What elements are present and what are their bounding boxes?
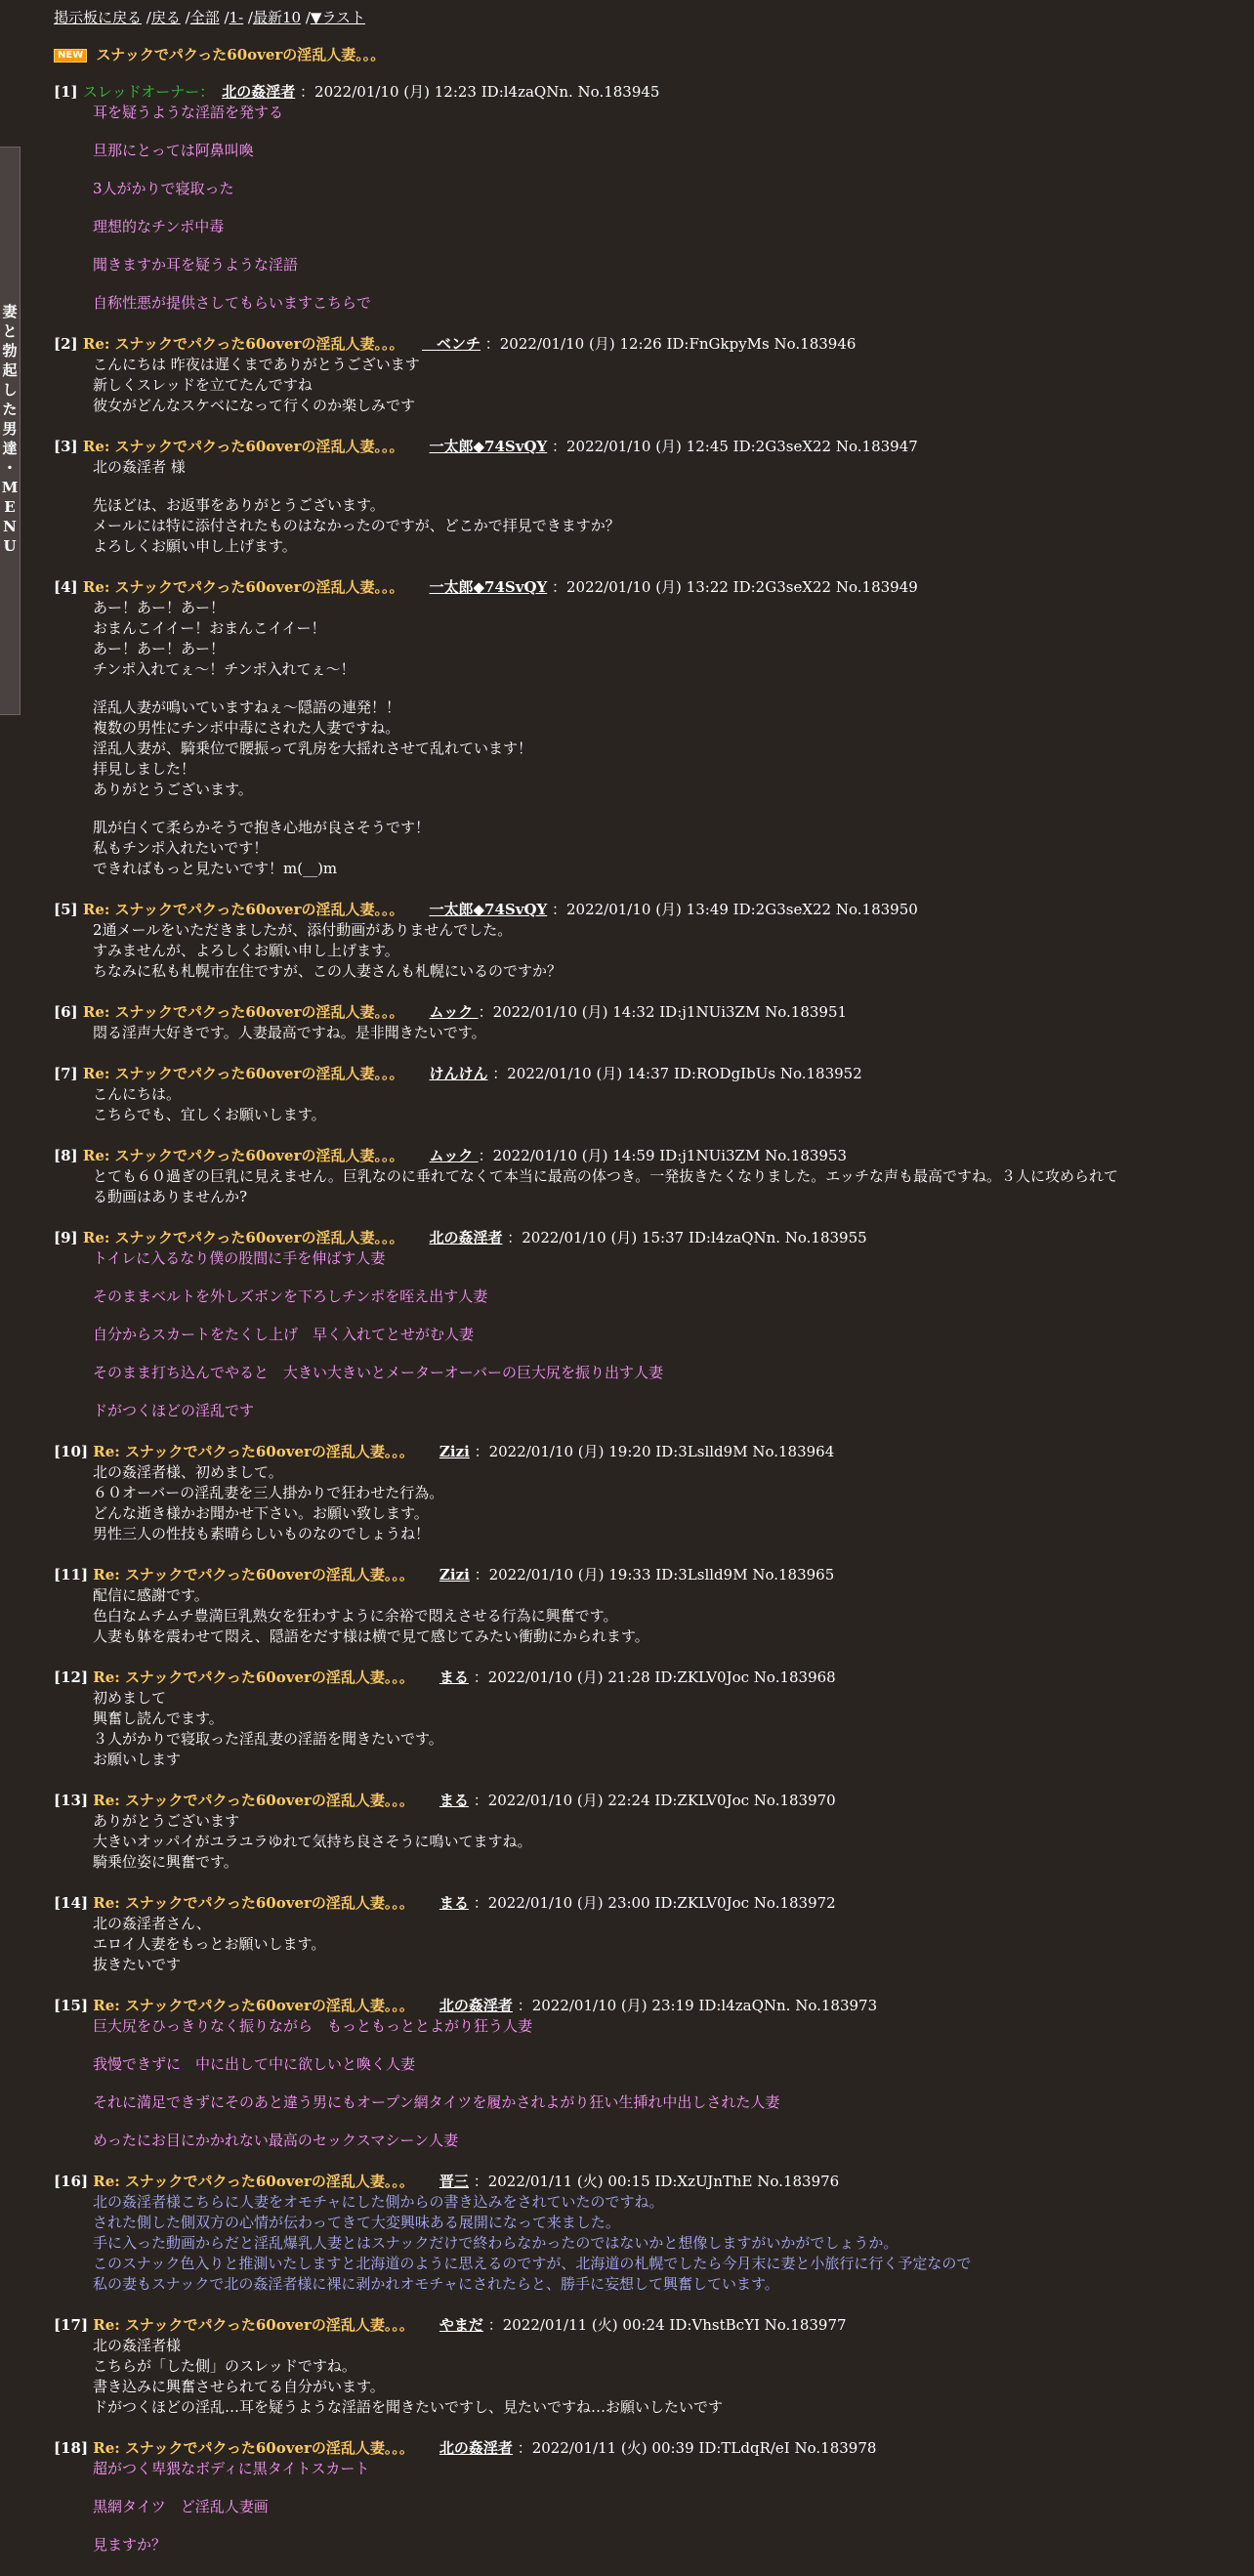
post-number: [16] — [54, 2173, 94, 2190]
post — [54, 1791, 1226, 1873]
post-number: [1] — [54, 83, 83, 101]
nav-separator: / — [301, 9, 311, 26]
post-line — [93, 123, 1226, 141]
post-author[interactable]: Zizi — [439, 1443, 470, 1460]
post-header — [54, 334, 1226, 355]
post-subject: Re: スナックでパクった60overの淫乱人妻。。。 — [93, 1668, 414, 1686]
post-meta: ：2022/01/10 (月) 23:00 ID:ZKLV0Joc No.183972 — [468, 1894, 836, 1912]
post-line: 人妻も躰を震わせて悶え、隠語をだす様は横で見て感じてみたい衝動にかられます。 — [93, 1627, 649, 1645]
post-subject: Re: スナックでパクった60overの淫乱人妻。。。 — [82, 1229, 404, 1246]
post-line: ちなみに私も札幌市在住ですが、この人妻さんも札幌にいるのですか？ — [93, 962, 563, 980]
post-meta: ：2022/01/10 (月) 13:49 ID:2G3seX22 No.183950 — [547, 901, 918, 918]
post-header — [54, 2315, 1226, 2336]
post-line: それに満足できずにそのあと違う男にもオープン網タイツを履かされよがり狂い生挿れ中出しされた人妻 — [93, 2093, 780, 2111]
post-number: [14] — [54, 1894, 94, 1912]
post-line: 3人がかりで寝取った — [93, 180, 234, 197]
post-line: 我慢できずに 中に出して中に欲しいと喚く人妻 — [93, 2055, 416, 2073]
post-meta: ：2022/01/11 (火) 00:15 ID:XzUJnThE No.183976 — [468, 2173, 840, 2190]
post-line: 拝見しました！ — [93, 760, 196, 778]
nav-separator: / — [180, 9, 190, 26]
post-number: [7] — [54, 1065, 83, 1082]
post-body — [93, 1914, 1226, 1975]
post-line: 複数の男性にチンポ中毒にされた人妻ですね。 — [93, 719, 400, 737]
post-subject: Re: スナックでパクった60overの淫乱人妻。。。 — [93, 2316, 414, 2334]
post-meta: ：2022/01/11 (火) 00:24 ID:VhstBcYI No.183977 — [482, 2316, 847, 2334]
post-meta: ：2022/01/10 (月) 12:45 ID:2G3seX22 No.183947 — [547, 438, 918, 455]
post-author[interactable]: まる — [439, 1792, 469, 1809]
post-body — [93, 457, 1226, 557]
post-meta: ：2022/01/10 (月) 23:19 ID:l4zaQNn. No.183973 — [512, 1997, 878, 2014]
post-line: 北の姦淫者様 — [93, 2337, 182, 2354]
post-line — [93, 1383, 1226, 1401]
nav-separator: / — [219, 9, 230, 26]
post-meta: ：2022/01/10 (月) 14:59 ID:j1NUi3ZM No.183953 — [478, 1147, 848, 1164]
nav-link-3[interactable]: 全部 — [189, 9, 220, 26]
post-subject: Re: スナックでパクった60overの淫乱人妻。。。 — [93, 1894, 414, 1912]
post-author[interactable]: 一太郎◆74SvQY — [429, 901, 548, 918]
post-subject: Re: スナックでパクった60overの淫乱人妻。。。 — [93, 1792, 414, 1809]
post-line: 旦那にとっては阿鼻叫喚 — [93, 142, 254, 159]
post-line: トイレに入るなり僕の股間に手を伸ばす人妻 — [93, 1249, 386, 1267]
post-line: 色白なムチムチ豊満巨乳熟女を狂わすように余裕で悶えさせる行為に興奮です。 — [93, 1607, 618, 1625]
post — [54, 437, 1226, 557]
post — [54, 1893, 1226, 1975]
post-body — [93, 2336, 1226, 2418]
post-line: メールには特に添付されたものはなかったのですが、どこかで拝見できますか？ — [93, 517, 620, 534]
post-line: 淫乱人妻が、騎乗位で腰振って乳房を大揺れさせて乱れています！ — [93, 739, 533, 757]
post-author[interactable]: けんけん — [429, 1065, 488, 1082]
post-line — [93, 1307, 1226, 1325]
post-header — [54, 82, 1226, 103]
post-line — [93, 237, 1226, 255]
nav-link-2[interactable]: 戻る — [150, 9, 181, 26]
post-meta: ：2022/01/10 (月) 21:28 ID:ZKLV0Joc No.183968 — [468, 1668, 836, 1686]
post-header — [54, 1002, 1226, 1023]
nav-separator: / — [142, 9, 151, 26]
post-line: 先ほどは、お返事をありがとうございます。 — [93, 496, 385, 514]
post-line: こちらでも、宜しくお願いします。 — [93, 1106, 326, 1123]
post-line: 北の姦淫者様、初めまして。 — [93, 1463, 283, 1481]
post-line: よろしくお願い申し上げます。 — [93, 537, 297, 555]
post-subject: Re: スナックでパクった60overの淫乱人妻。。。 — [82, 438, 404, 455]
post-line: ありがとうございます — [93, 1812, 240, 1830]
post-meta: ：2022/01/10 (月) 22:24 ID:ZKLV0Joc No.183970 — [468, 1792, 836, 1809]
post-line: お願いします — [93, 1751, 182, 1768]
post-subject: Re: スナックでパクった60overの淫乱人妻。。。 — [82, 1003, 404, 1021]
post-header — [54, 2172, 1226, 2192]
nav-link-4[interactable]: 1- — [229, 9, 244, 26]
post-author[interactable]: ムック — [429, 1147, 479, 1164]
post-header — [54, 437, 1226, 457]
post-body — [93, 1688, 1226, 1770]
post-line — [93, 1269, 1226, 1287]
post-header — [54, 1996, 1226, 2016]
post-author[interactable]: ムック — [429, 1003, 479, 1021]
post-line: めったにお目にかかれない最高のセックスマシーン人妻 — [93, 2132, 459, 2149]
post-header — [54, 1565, 1226, 1585]
post-body — [93, 2459, 1226, 2555]
post-line: ３人がかりで寝取った淫乱妻の淫語を聞きたいです。 — [93, 1730, 443, 1748]
post-line: 耳を疑うような淫語を発する — [93, 104, 284, 121]
post-author[interactable]: 北の姦淫者 — [222, 83, 296, 101]
post-author[interactable]: ベンチ — [421, 335, 481, 353]
post-line: このスナック色入りと推測いたしますと北海道のように思えるのですが、北海道の札幌でしたら今月末に妻と小旅行に行く予定なので — [93, 2255, 972, 2272]
post-line: 北の姦淫者さん、 — [93, 1915, 211, 1932]
post — [54, 1565, 1226, 1647]
post-subject: Re: スナックでパクった60overの淫乱人妻。。。 — [82, 335, 397, 353]
post-line: された側した側双方の心情が伝わってきて大変興味ある展開になって来ました。 — [93, 2214, 620, 2231]
post-header — [54, 1791, 1226, 1811]
post-line: 理想的なチンポ中毒 — [93, 218, 225, 235]
post-subject: Re: スナックでパクった60overの淫乱人妻。。。 — [93, 1566, 414, 1584]
post-author[interactable]: やまだ — [439, 2316, 483, 2334]
post-header — [54, 1668, 1226, 1688]
post — [54, 577, 1226, 879]
nav-link-6[interactable]: ▼ラスト — [310, 9, 365, 26]
post-line: 悶る淫声大好きです。人妻最高ですね。是非聞きたいです。 — [93, 1024, 486, 1041]
post-line: すみませんが、よろしくお願い申し上げます。 — [93, 942, 399, 959]
nav-separator: / — [243, 9, 253, 26]
post-line: あー！あー！あー！ — [93, 640, 226, 657]
post-line — [93, 161, 1226, 179]
post-meta: ：2022/01/10 (月) 12:23 ID:l4zaQNn. No.183945 — [295, 83, 660, 101]
post-line: 興奮し読んでます。 — [93, 1710, 224, 1727]
post-author[interactable]: まる — [439, 1894, 469, 1912]
post-line: こんにちは 昨夜は遅くまでありがとうございます — [93, 356, 420, 373]
post-line: こちらが「した側」のスレッドですね。 — [93, 2357, 356, 2375]
post-header — [54, 1442, 1226, 1462]
post-body — [93, 598, 1226, 879]
post-line: 黒網タイツ ど淫乱人妻画 — [93, 2498, 269, 2515]
post-header — [54, 1064, 1226, 1084]
post-subject: Re: スナックでパクった60overの淫乱人妻。。。 — [93, 1443, 414, 1460]
post — [54, 82, 1226, 314]
post-number: [4] — [54, 578, 83, 596]
post-number: [18] — [54, 2439, 94, 2457]
post-header — [54, 1146, 1226, 1166]
post-number: [2] — [54, 335, 83, 353]
post-line — [93, 275, 1226, 293]
post-meta: ：2022/01/10 (月) 12:26 ID:FnGkpyMs No.183946 — [481, 335, 857, 353]
post — [54, 2315, 1226, 2418]
post-number: [11] — [54, 1566, 94, 1584]
nav-link-5[interactable]: 最新10 — [252, 9, 302, 26]
post-body — [93, 920, 1226, 982]
post-body — [93, 2016, 1226, 2151]
post — [54, 1146, 1226, 1207]
post-number: [6] — [54, 1003, 83, 1021]
post-body — [93, 103, 1226, 314]
post-line: 北の姦淫者様こちらに人妻をオモチャにした側からの書き込みをされていたのですね。 — [93, 2193, 664, 2211]
post-header — [54, 2438, 1226, 2459]
post-author[interactable]: Zizi — [439, 1566, 470, 1584]
post-number: [8] — [54, 1147, 83, 1164]
post-meta: ：2022/01/10 (月) 14:37 ID:RODgIbUs No.183952 — [487, 1065, 862, 1082]
post-meta: ：2022/01/11 (火) 00:39 ID:TLdqR/eI No.183978 — [512, 2439, 877, 2457]
post-line — [93, 478, 1226, 495]
post-line: あー！あー！あー！ — [93, 599, 226, 616]
post-line — [93, 199, 1226, 217]
post — [54, 1064, 1226, 1125]
post-header — [54, 1893, 1226, 1914]
post-line: 自称性悪が提供さしてもらいますこちらで — [93, 294, 371, 312]
post-author[interactable]: 一太郎◆74SvQY — [429, 438, 548, 455]
post-subject: Re: スナックでパクった60overの淫乱人妻。。。 — [93, 1997, 414, 2014]
post-number: [3] — [54, 438, 83, 455]
post-line: 自分からスカートをたくし上げ 早く入れてとせがむ人妻 — [93, 1326, 475, 1343]
post-line: チンポ入れてぇ～！チンポ入れてぇ～！ — [93, 660, 355, 678]
post-number: [15] — [54, 1997, 94, 2014]
side-menu-label: 妻 と 勃 起 し た 男 達 ・ M E N U — [1, 303, 19, 555]
post-line: 手に入った動画からだと淫乱爆乳人妻とはスナックだけで終わらなかったのではないかと想像しますがいかがでしょうか。 — [93, 2234, 899, 2252]
post-subject: スレッドオーナー： — [82, 83, 215, 101]
post-line — [93, 1345, 1226, 1363]
post-line: 抜きたいです — [93, 1956, 182, 1973]
post-author[interactable]: 北の姦淫者 — [429, 1229, 503, 1246]
post-header — [54, 577, 1226, 598]
post-line: ６０オーバーの淫乱妻を三人掛かりで狂わせた行為。 — [93, 1484, 444, 1501]
post-line: 彼女がどんなスケベになって行くのか楽しみです — [93, 397, 416, 414]
post-line: できればもっと見たいです！m(__)m — [93, 860, 338, 877]
post-body — [93, 1585, 1226, 1647]
post-line: ドがつくほどの淫乱…耳を疑うような淫語を聞きたいですし、見たいですね…お願いしたいです — [93, 2398, 724, 2416]
post-line: 淫乱人妻が鳴いていますねぇ～隠語の連発！！ — [93, 698, 401, 716]
nav-link-1[interactable]: 掲示板に戻る — [54, 9, 143, 26]
post — [54, 2438, 1226, 2555]
post-line: そのまま打ち込んでやると 大きい大きいとメーターオーバーの巨大尻を振り出す人妻 — [93, 1364, 663, 1381]
post-line: ドがつくほどの淫乱です — [93, 1402, 255, 1419]
post-line: 超がつく卑猥なボディに黒タイトスカート — [93, 2460, 370, 2477]
post — [54, 1996, 1226, 2151]
post-author[interactable]: 北の姦淫者 — [439, 2439, 513, 2457]
post-meta: ：2022/01/10 (月) 13:22 ID:2G3seX22 No.183949 — [547, 578, 918, 596]
thread-posts — [54, 82, 1226, 2576]
post-line: 新しくスレッドを立てたんですね — [93, 376, 313, 394]
post-line: 大きいオッパイがユラユラゆれて気持ち良さそうに鳴いてますね。 — [93, 1833, 532, 1850]
post-line: 男性三人の性技も素晴らしいものなのでしょうね！ — [93, 1525, 431, 1542]
post-body — [93, 1166, 1226, 1207]
post-body — [93, 1084, 1226, 1125]
post-line: どんな逝き様かお聞かせ下さい。お願い致します。 — [93, 1504, 429, 1522]
post-meta: ：2022/01/10 (月) 14:32 ID:j1NUi3ZM No.183951 — [478, 1003, 848, 1021]
thread-title: スナックでパクった60overの淫乱人妻。。。 — [96, 46, 386, 63]
post-body — [93, 1462, 1226, 1544]
post-author[interactable]: まる — [439, 1668, 469, 1686]
post-line: エロイ人妻をもっとお願いします。 — [93, 1935, 326, 1953]
post-line: 私の妻もスナックで北の姦淫者様に裸に剥かれオモチャにされたらと、勝手に妄想して興奮しています。 — [93, 2275, 779, 2293]
post-subject: Re: スナックでパクった60overの淫乱人妻。。。 — [82, 578, 404, 596]
post-line: 配信に感謝です。 — [93, 1586, 209, 1604]
post-body — [93, 2192, 1226, 2295]
post-line: 肌が白くて柔らかそうで抱き心地が良さそうです！ — [93, 819, 431, 836]
post — [54, 1668, 1226, 1770]
post-line: 私もチンポ入れたいです！ — [93, 839, 269, 857]
post-author[interactable]: 北の姦淫者 — [439, 1997, 513, 2014]
post-meta: ：2022/01/10 (月) 19:33 ID:3Lslld9M No.183965 — [469, 1566, 835, 1584]
post-line: 書き込みに興奮させられてる自分がいます。 — [93, 2378, 385, 2395]
post-subject: Re: スナックでパクった60overの淫乱人妻。。。 — [93, 2439, 414, 2457]
post-body — [93, 1023, 1226, 1043]
post-line: おまんこイイー！おまんこイイー！ — [93, 619, 326, 637]
post-body — [93, 1811, 1226, 1873]
post-subject: Re: スナックでパクった60overの淫乱人妻。。。 — [82, 901, 404, 918]
post-number: [9] — [54, 1229, 83, 1246]
post-subject: Re: スナックでパクった60overの淫乱人妻。。。 — [93, 2173, 414, 2190]
post-line: 北の姦淫者 様 — [93, 458, 186, 476]
post-meta: ：2022/01/10 (月) 19:20 ID:3Lslld9M No.183964 — [469, 1443, 835, 1460]
post-line — [93, 800, 1226, 818]
post-line: 巨大尻をひっきりなく振りながら もっともっととよがり狂う人妻 — [93, 2017, 533, 2035]
post-header — [54, 900, 1226, 920]
top-navigation — [54, 8, 365, 28]
post-body — [93, 355, 1226, 416]
post-number: [13] — [54, 1792, 94, 1809]
post-subject: Re: スナックでパクった60overの淫乱人妻。。。 — [82, 1147, 404, 1164]
post-number: [12] — [54, 1668, 94, 1686]
post-subject: Re: スナックでパクった60overの淫乱人妻。。。 — [82, 1065, 404, 1082]
post-line — [93, 2075, 1226, 2092]
thread-title-row — [54, 45, 385, 65]
post-line: ありがとうございます。 — [93, 781, 253, 798]
post — [54, 1228, 1226, 1421]
side-menu-tab[interactable] — [0, 147, 21, 715]
post — [54, 2172, 1226, 2295]
post-line: る動画はありませんか? — [93, 1188, 248, 1205]
post — [54, 900, 1226, 982]
new-badge: NEW — [54, 49, 87, 63]
post-line — [93, 680, 1226, 697]
post — [54, 334, 1226, 416]
post-number: [5] — [54, 901, 83, 918]
post-line: とても６０過ぎの巨乳に見えません。巨乳なのに垂れてなくて本当に最高の体つき。一発抜きたくなりました。エッチな声も最高ですね。３人に攻められて — [93, 1167, 1119, 1185]
post-author[interactable]: 一太郎◆74SvQY — [429, 578, 548, 596]
post-line: 聞きますか耳を疑うような淫語 — [93, 256, 299, 274]
post-line: こんにちは。 — [93, 1085, 182, 1103]
post-line: 2通メールをいただきましたが、添付動画がありませんでした。 — [93, 921, 513, 939]
post — [54, 1002, 1226, 1043]
post — [54, 1442, 1226, 1544]
post-line: そのままベルトを外しズボンを下ろしチンポを咥え出す人妻 — [93, 1288, 488, 1305]
post-line — [93, 2113, 1226, 2131]
post-meta: ：2022/01/10 (月) 15:37 ID:l4zaQNn. No.183955 — [502, 1229, 867, 1246]
post-line — [93, 2037, 1226, 2054]
post-line: 騎乗位姿に興奮です。 — [93, 1853, 238, 1871]
post-line — [93, 2517, 1226, 2535]
post-number: [17] — [54, 2316, 94, 2334]
post-body — [93, 1248, 1226, 1421]
post-line — [93, 2479, 1226, 2497]
post-number: [10] — [54, 1443, 94, 1460]
post-author[interactable]: 晋三 — [439, 2173, 469, 2190]
post-line: 見ますか？ — [93, 2536, 167, 2554]
post-header — [54, 1228, 1226, 1248]
post-line: 初めまして — [93, 1689, 167, 1707]
